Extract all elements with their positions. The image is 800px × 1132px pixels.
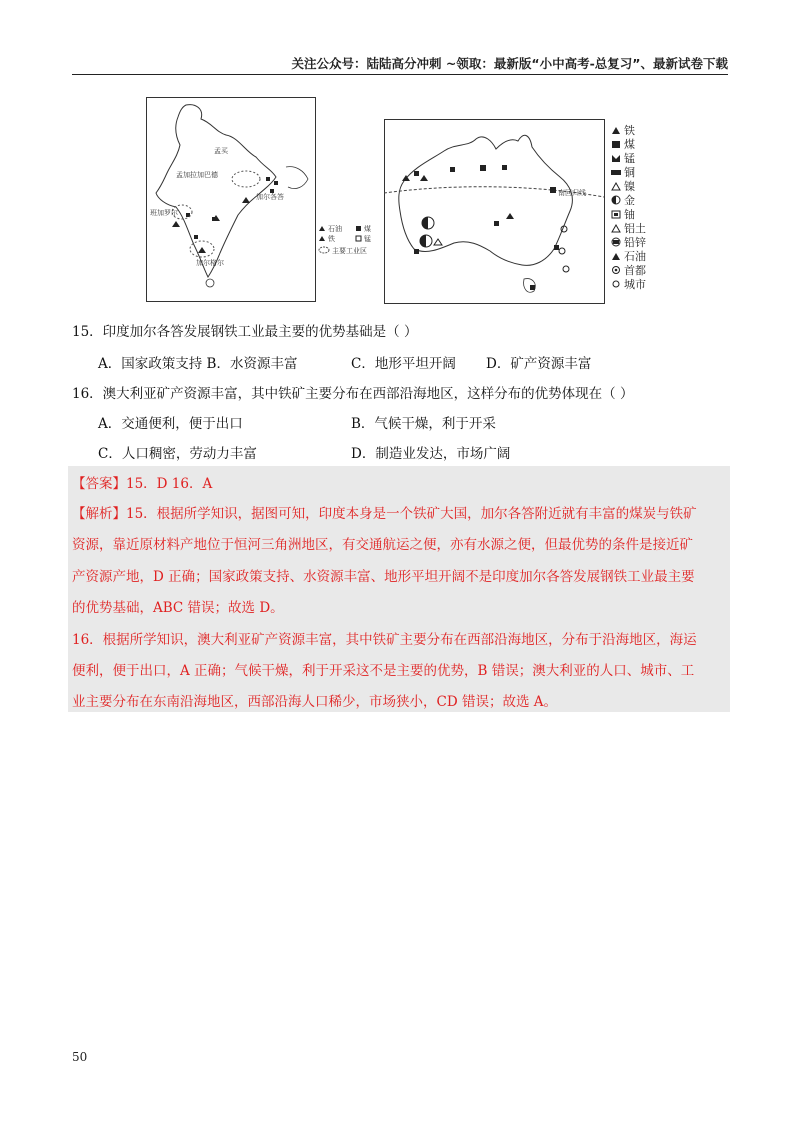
india-city-4: 班加罗尔 — [150, 209, 178, 217]
australia-map — [384, 119, 646, 304]
svg-text:镍: 镍 — [624, 180, 635, 193]
question-16-stem: 16．澳大利亚矿产资源丰富，其中铁矿主要分布在西部沿海地区，这样分布的优势体现在（ ） — [72, 386, 634, 402]
page-header: 关注公众号：陆陆高分冲刺 ~领取：最新版“小中高考-总复习”、最新试卷下载 — [291, 56, 728, 71]
question-15-stem: 15．印度加尔各答发展钢铁工业最主要的优势基础是（ ） — [72, 324, 418, 340]
india-city-2: 孟加拉加巴德 — [176, 171, 218, 179]
question-15-option-d: D．矿产资源丰富 — [486, 356, 592, 372]
svg-text:首都: 首都 — [624, 264, 646, 277]
svg-text:锰: 锰 — [624, 152, 635, 165]
australia-legend — [611, 123, 646, 291]
svg-text:铝土: 铝土 — [624, 222, 646, 235]
svg-text:锰: 锰 — [364, 235, 371, 243]
svg-text:煤: 煤 — [624, 138, 635, 151]
svg-text:金: 金 — [624, 194, 635, 207]
analysis-line-1: 【解析】15．根据所学知识，据图可知，印度本身是一个铁矿大国，加尔各答附近就有丰富的煤炭与铁矿 — [72, 506, 697, 522]
india-city-5: 加尔格尔 — [196, 259, 224, 267]
question-15-option-c: C．地形平坦开阔 — [351, 356, 456, 372]
svg-text:铜: 铜 — [624, 166, 635, 179]
analysis-line-7: 业主要分布在东南沿海地区，西部沿海人口稀少，市场狭小，CD 错误；故选 A。 — [72, 694, 557, 710]
svg-text:铁: 铁 — [328, 235, 335, 243]
svg-text:城市: 城市 — [624, 278, 646, 291]
svg-text:石油: 石油 — [328, 225, 342, 233]
page-number: 50 — [72, 1050, 88, 1064]
header-rule — [72, 74, 728, 75]
answer-line: 【答案】15．D 16．A — [72, 476, 213, 492]
india-map — [146, 97, 316, 302]
analysis-line-6: 便利，便于出口，A 正确；气候干燥，利于开采这不是主要的优势，B 错误；澳大利亚的人口、城市、工 — [72, 663, 695, 679]
svg-text:铀: 铀 — [624, 208, 635, 221]
tropic-label: 南回归线 — [558, 189, 586, 197]
question-16-option-b: B．气候干燥，利于开采 — [351, 416, 496, 432]
svg-text:石油: 石油 — [624, 250, 646, 263]
analysis-line-4: 的优势基础，ABC 错误；故选 D。 — [72, 600, 284, 616]
question-16-option-d: D．制造业发达，市场广阔 — [351, 446, 511, 462]
svg-text:煤: 煤 — [364, 225, 371, 233]
svg-text:主要工业区: 主要工业区 — [332, 247, 367, 255]
analysis-line-5: 16．根据所学知识，澳大利亚矿产资源丰富，其中铁矿主要分布在西部沿海地区，分布于沿海地区，海运 — [72, 632, 697, 648]
question-16-option-c: C．人口稠密，劳动力丰富 — [98, 446, 257, 462]
svg-text:铁: 铁 — [624, 124, 635, 137]
india-city-3: 加尔各答 — [256, 193, 284, 201]
analysis-line-3: 产资源产地，D 正确；国家政策支持、水资源丰富、地形平坦开阔不是印度加尔各答发展钢铁工业最主要 — [72, 569, 695, 585]
question-15-option-ab: A．国家政策支持 B．水资源丰富 — [98, 356, 298, 372]
question-16-option-a: A．交通便利，便于出口 — [98, 416, 243, 432]
india-city-1: 孟买 — [214, 147, 228, 155]
svg-text:铅锌: 铅锌 — [624, 236, 646, 249]
india-legend-panel — [318, 222, 388, 262]
analysis-line-2: 资源，靠近原材料产地位于恒河三角洲地区，有交通航运之便，亦有水源之便，但最优势的条件是接近矿 — [72, 537, 693, 553]
